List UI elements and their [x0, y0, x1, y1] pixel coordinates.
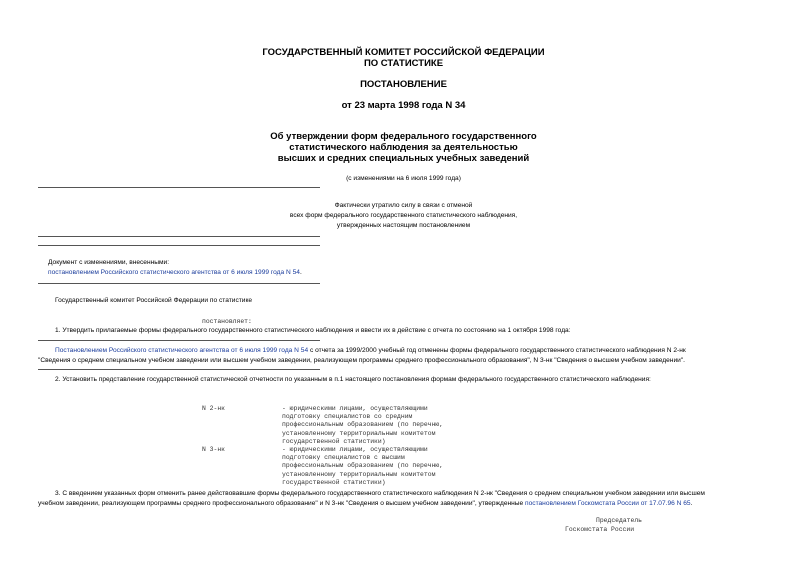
status-note-line2: всех форм федерального государственного статистического наблюдения,	[289, 212, 518, 219]
issuer-text: Государственный комитет Российской Федерации по статистике	[55, 297, 253, 304]
amendment-link-end: .	[299, 269, 302, 276]
amendment-note-line1	[55, 346, 686, 355]
item-3-text: учебном заведении, реализующем программы среднего профессионального образование" и N 3-нк "Сведения о высшем учебном заведении", утвержденные	[38, 500, 526, 507]
decrees-word: постановляет:	[202, 318, 252, 325]
form-desc-line: профессиональным образованием (по перечню,	[282, 462, 444, 470]
changes-note: (с изменениями на 6 июля 1999 года)	[346, 175, 461, 182]
form-code: N 2-нк	[202, 405, 226, 412]
item-3-line1: 3. С введением указанных форм отменить ранее действовавшие формы федерального государственного статистического наблюдения N 2-нк "Сведения о среднем специальном учебном заведении или высшем	[55, 490, 705, 497]
amendments-label: Документ с изменениями, внесенными:	[48, 259, 170, 266]
form-desc-line: подготовку специалистов с высшим	[282, 454, 405, 462]
issuer-heading-line2: ПО СТАТИСТИКЕ	[363, 58, 444, 69]
form-code: N 3-нк	[202, 446, 226, 453]
document-title-line1: Об утверждении форм федерального государственного	[270, 131, 537, 142]
form-desc-line: установленному территориальным комитетом	[282, 429, 436, 437]
item-3-end: .	[690, 500, 693, 507]
divider	[38, 236, 320, 237]
status-note-line1: Фактически утратило силу в связи с отменой	[334, 202, 473, 209]
divider	[38, 187, 320, 188]
form-description	[282, 446, 443, 487]
divider	[38, 245, 320, 246]
form-desc-line: подготовку специалистов со средним	[282, 413, 413, 421]
document-title-line3: высших и средних специальных учебных заведений	[277, 153, 530, 164]
item-3-link[interactable]: постановлением Госкомстата России от 17.07.96 N 65	[525, 500, 691, 507]
amendment-note-line2: "Сведения о среднем специальном учебном заведении или высшем учебном заведении, реализующем программы среднего профессионального образования", N 3-нк "Сведения о высшем учебном заведении".	[38, 357, 685, 364]
issuer-heading-line1: ГОСУДАРСТВЕННЫЙ КОМИТЕТ РОССИЙСКОЙ ФЕДЕРАЦИИ	[262, 47, 545, 58]
form-desc-line: - юридическими лицами, осуществляющими	[282, 446, 428, 453]
signature-line1: Председатель	[596, 517, 643, 524]
divider	[38, 283, 320, 284]
note-rest: с отчета за 1999/2000 учебный год отменены формы федерального государственного статистического наблюдения N 2-нк	[308, 347, 686, 354]
divider	[38, 369, 320, 370]
divider	[38, 340, 320, 341]
note-link[interactable]: Постановлением Российского статистического агентства от 6 июля 1999 года N 54	[55, 347, 309, 354]
item-1: 1. Утвердить прилагаемые формы федерального государственного статистического наблюдения и ввести их в действие с отчета по состоянию на 1 октября 1998 года:	[55, 327, 571, 334]
signature-line2: Госкомстата России	[565, 526, 635, 533]
document-date: от 23 марта 1998 года N 34	[341, 100, 466, 111]
document-type: ПОСТАНОВЛЕНИЕ	[360, 79, 447, 90]
form-desc-line: установленному территориальным комитетом	[282, 470, 436, 478]
form-desc-line: - юридическими лицами, осуществляющими	[282, 405, 428, 412]
amendments-entry	[48, 268, 302, 277]
form-description	[282, 405, 443, 446]
form-desc-line: государственной статистики)	[282, 478, 386, 486]
amendment-link[interactable]: постановлением Российского статистического агентства от 6 июля 1999 года N 54	[48, 269, 300, 276]
item-2: 2. Установить представление государственной статистической отчетности по указанным в п.1 настоящего постановления формам федерального государственного статистического наблюдения:	[55, 376, 651, 383]
form-desc-line: профессиональным образованием (по перечню,	[282, 421, 444, 429]
item-3-line2	[38, 499, 692, 508]
form-desc-line: государственной статистики)	[282, 437, 386, 445]
status-note-line3: утвержденных настоящим постановлением	[336, 222, 471, 229]
document-title-line2: статистического наблюдения за деятельностью	[289, 142, 518, 153]
